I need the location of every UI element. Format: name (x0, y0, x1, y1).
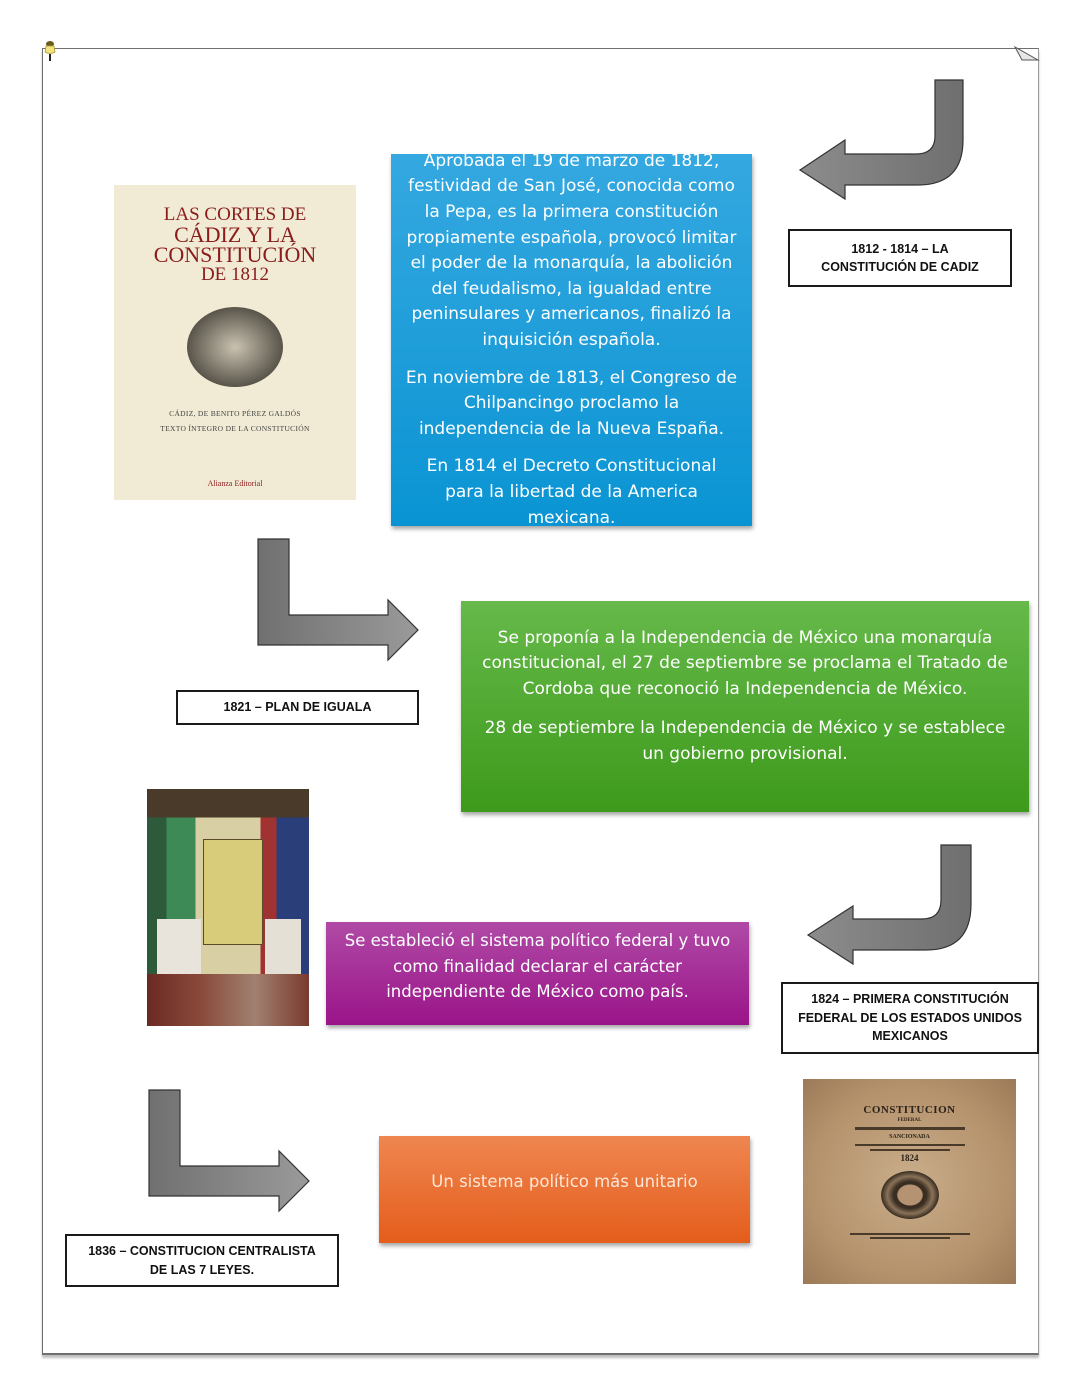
bent-arrow-right-icon (257, 538, 421, 662)
cover-title-line: CONSTITUCIÓN (153, 242, 317, 267)
cover-title-line: CÁDIZ Y LA (174, 222, 296, 247)
coat-of-arms-icon (881, 1171, 939, 1219)
event-label-1836 (65, 1234, 339, 1287)
label-line: MEXICANOS (872, 1029, 948, 1044)
event-1812-description (391, 150, 752, 528)
label-line: 1824 – PRIMERA CONSTITUCIÓN (811, 992, 1009, 1007)
page-fold-icon (1014, 46, 1040, 64)
book-cover-image (114, 185, 356, 500)
paragraph: 28 de septiembre la Independencia de México y se establece un gobierno provisional. (484, 717, 1006, 764)
event-label-1824 (781, 982, 1039, 1054)
doc-year: 1824 (900, 1153, 919, 1163)
doc-smalltext (870, 1237, 950, 1239)
constitution-1824-image (803, 1079, 1016, 1284)
paragraph: En 1814 el Decreto Constitucional para la libertad de la America mexicana. (426, 456, 717, 528)
doc-title: CONSTITUCION (863, 1104, 956, 1116)
mural-legs-left (157, 919, 201, 979)
doc-smalltext (855, 1127, 965, 1130)
event-1824-description (326, 922, 749, 1025)
bent-arrow-right-icon (148, 1089, 312, 1213)
event-1836-description (379, 1136, 750, 1243)
mural-legs-right (265, 919, 301, 979)
label-line: 1821 – PLAN DE IGUALA (223, 700, 372, 715)
cover-engraving (187, 307, 283, 387)
mural-boots (147, 974, 309, 1026)
doc-smalltext (855, 1144, 965, 1146)
event-label-1812 (788, 229, 1012, 287)
label-line: FEDERAL DE LOS ESTADOS UNIDOS (798, 1010, 1022, 1025)
plan-de-iguala-mural-image (147, 789, 309, 1026)
doc-line: SANCIONADA (889, 1134, 930, 1140)
cover-title-line: LAS CORTES DE (163, 204, 307, 225)
pushpin-icon (43, 40, 57, 62)
paragraph: Se estableció el sistema político federal y tuvo como finalidad declarar el carácter independiente de México como país. (344, 931, 731, 1002)
doc-smalltext (870, 1149, 950, 1151)
curved-arrow-left-icon (806, 844, 974, 968)
cover-publisher: Alianza Editorial (207, 479, 263, 488)
event-label-1821 (176, 690, 419, 725)
cover-subtitle: CÁDIZ, DE BENITO PÉREZ GALDÓS (169, 409, 301, 418)
curved-arrow-left-icon (798, 78, 966, 202)
label-line: CONSTITUCIÓN DE CADIZ (821, 260, 979, 274)
cover-subtitle: TEXTO ÍNTEGRO DE LA CONSTITUCIÓN (160, 424, 310, 433)
doc-smalltext (850, 1233, 970, 1235)
label-line: DE LAS 7 LEYES. (149, 1262, 255, 1277)
cover-title-line: DE 1812 (200, 264, 270, 285)
label-line: 1812 - 1814 – LA (851, 241, 949, 256)
event-1821-description (461, 601, 1029, 812)
doc-line: FEDERAL (897, 1118, 922, 1123)
paragraph: En noviembre de 1813, el Congreso de Chilpancingo proclamo la independencia de la Nueva España. (405, 367, 738, 439)
paragraph: Se proponía a la Independencia de México una monarquía constitucional, el 27 de septiembre se proclama el Tratado de Cordoba que reconoció la Independencia de México. (482, 627, 1008, 700)
label-line: 1836 – CONSTITUCION CENTRALISTA (88, 1244, 316, 1258)
mural-document (203, 839, 263, 945)
paragraph: Un sistema político más unitario (431, 1171, 698, 1191)
paragraph: Aprobada el 19 de marzo de 1812, festividad de San José, conocida como la Pepa, es la primera constitución propiamente española, provocó limitar el poder de la monarquía, la abolición del feudalismo, la igualdad entre peninsulares y americanos, finalizó la inquisición española. (406, 150, 737, 350)
